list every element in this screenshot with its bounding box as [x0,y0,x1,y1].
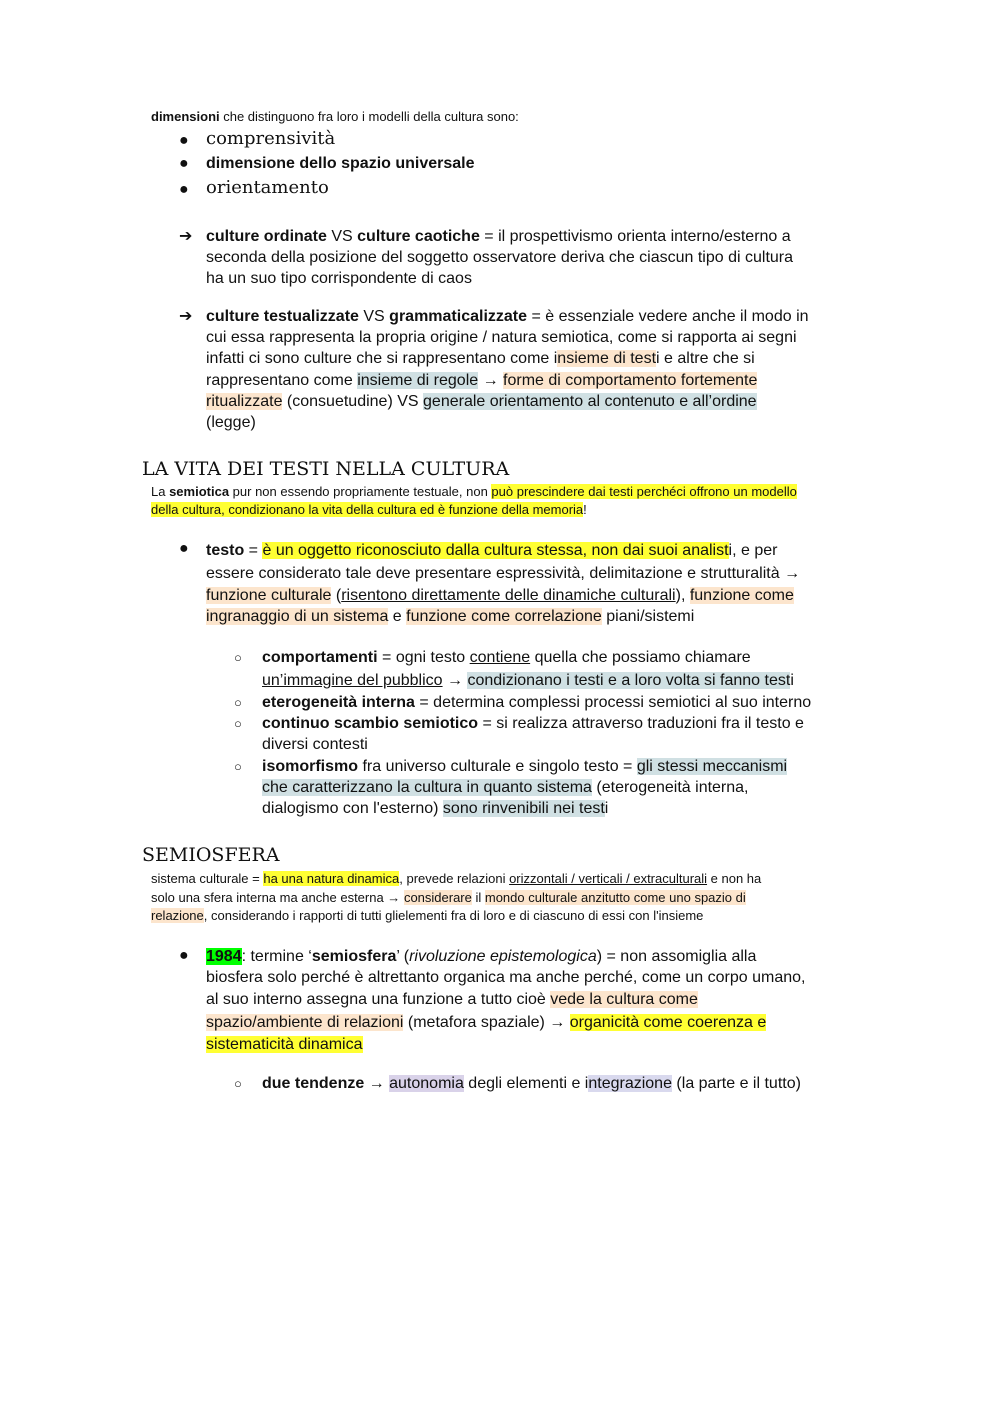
bullet-icon: ● [179,155,189,172]
arrow-item-line: rappresentano come insieme di regole → forme di comportamento fortemente [206,372,758,389]
arrow-item-line: culture testualizzate VS grammaticalizzate = è essenziale vedere anche il modo in [206,308,809,325]
intro-line [151,109,519,124]
bullet-icon: ● [179,540,189,557]
paragraph-line: solo una sfera interna ma anche esterna → considerare il mondo culturale anzitutto come uno spazio di [151,890,746,905]
sub-list-item-line: continuo scambio semiotico = si realizza attraverso traduzioni fra il testo e [262,715,804,732]
text: che distinguono fra loro i modelli della cultura sono: [219,109,519,124]
paragraph-line: La semiotica pur non essendo propriamente testuale, non può prescindere dai testi perchéci offrono un modello [151,484,797,499]
sub-list-item-line: diversi contesti [262,736,368,753]
list-item-line: essere considerato tale deve presentare espressività, delimitazione e strutturalità → [206,565,801,582]
arrow-item-line: infatti ci sono culture che si rappresentano come insieme di testi e altre che si [206,350,755,367]
arrow-right-icon: ➔ [179,308,193,325]
bullet-icon: ● [179,947,189,964]
list-item: comprensività [206,128,336,149]
hollow-bullet-icon: ○ [234,1076,242,1091]
paragraph-line: sistema culturale = ha una natura dinamica, prevede relazioni orizzontali / verticali / extraculturali e non ha [151,871,762,886]
list-item-line: 1984: termine ‘semiosfera’ (rivoluzione epistemologica) = non assomiglia alla [206,948,757,965]
arrow-item-line: culture ordinate VS culture caotiche = il prospettivismo orienta interno/esterno a [206,228,791,245]
paragraph-line: della cultura, condizionano la vita della cultura ed è funzione della memoria! [151,502,587,517]
hollow-bullet-icon: ○ [234,716,242,731]
sub-list-item-line: dialogismo con l'esterno) sono rinvenibili nei testi [262,800,609,817]
hollow-bullet-icon: ○ [234,759,242,774]
sub-list-item-line: un’immagine del pubblico → condizionano i testi e a loro volta si fanno testi [262,672,794,689]
paragraph-line: relazione, considerando i rapporti di tutti glielementi fra di loro e di ciascuno di essi con l'insieme [151,908,704,923]
list-item: dimensione dello spazio universale [206,155,475,172]
bullet-icon: ● [179,132,189,149]
section-heading: SEMIOSFERA [142,844,280,866]
sub-list-item-line: che caratterizzano la cultura in quanto sistema (eterogeneità interna, [262,779,749,796]
hollow-bullet-icon: ○ [234,695,242,710]
list-item-line: sistematicità dinamica [206,1036,363,1053]
list-item-line: ingranaggio di un sistema e funzione come correlazione piani/sistemi [206,608,695,625]
list-item: orientamento [206,177,329,198]
list-item-line: funzione culturale (risentono direttamente delle dinamiche culturali), funzione come [206,587,794,604]
sub-list-item-line: eterogeneità interna = determina complessi processi semiotici al suo interno [262,694,812,711]
list-item-line: biosfera solo perché è altrettanto organica ma anche perché, come un corpo umano, [206,969,806,986]
list-item-line: al suo interno assegna una funzione a tutto cioè vede la cultura come [206,991,698,1008]
sub-list-item-line: comportamenti = ogni testo contiene quella che possiamo chiamare [262,649,751,666]
arrow-item-line: (legge) [206,414,256,431]
sub-list-item-line: due tendenze → autonomia degli elementi e integrazione (la parte e il tutto) [262,1075,801,1092]
sub-list-item-line: isomorfismo fra universo culturale e singolo testo = gli stessi meccanismi [262,758,788,775]
hollow-bullet-icon: ○ [234,650,242,665]
section-heading: LA VITA DEI TESTI NELLA CULTURA [142,458,510,480]
bold-term: dimensioni [151,109,220,124]
arrow-item-line: seconda della posizione del soggetto osservatore deriva che ciascun tipo di cultura [206,249,794,266]
bullet-icon: ● [179,181,189,198]
list-item-line: spazio/ambiente di relazioni (metafora spaziale) → organicità come coerenza e [206,1014,767,1031]
list-item-line: testo = è un oggetto riconosciuto dalla cultura stessa, non dai suoi analisti, e per [206,542,778,559]
arrow-item-line: ritualizzate (consuetudine) VS generale orientamento al contenuto e all’ordine [206,393,757,410]
arrow-item-line: ha un suo tipo corrispondente di caos [206,270,472,287]
arrow-right-icon: ➔ [179,228,193,245]
arrow-item-line: cui essa rappresenta la propria origine / natura semiotica, come si rapporta ai segni [206,329,797,346]
